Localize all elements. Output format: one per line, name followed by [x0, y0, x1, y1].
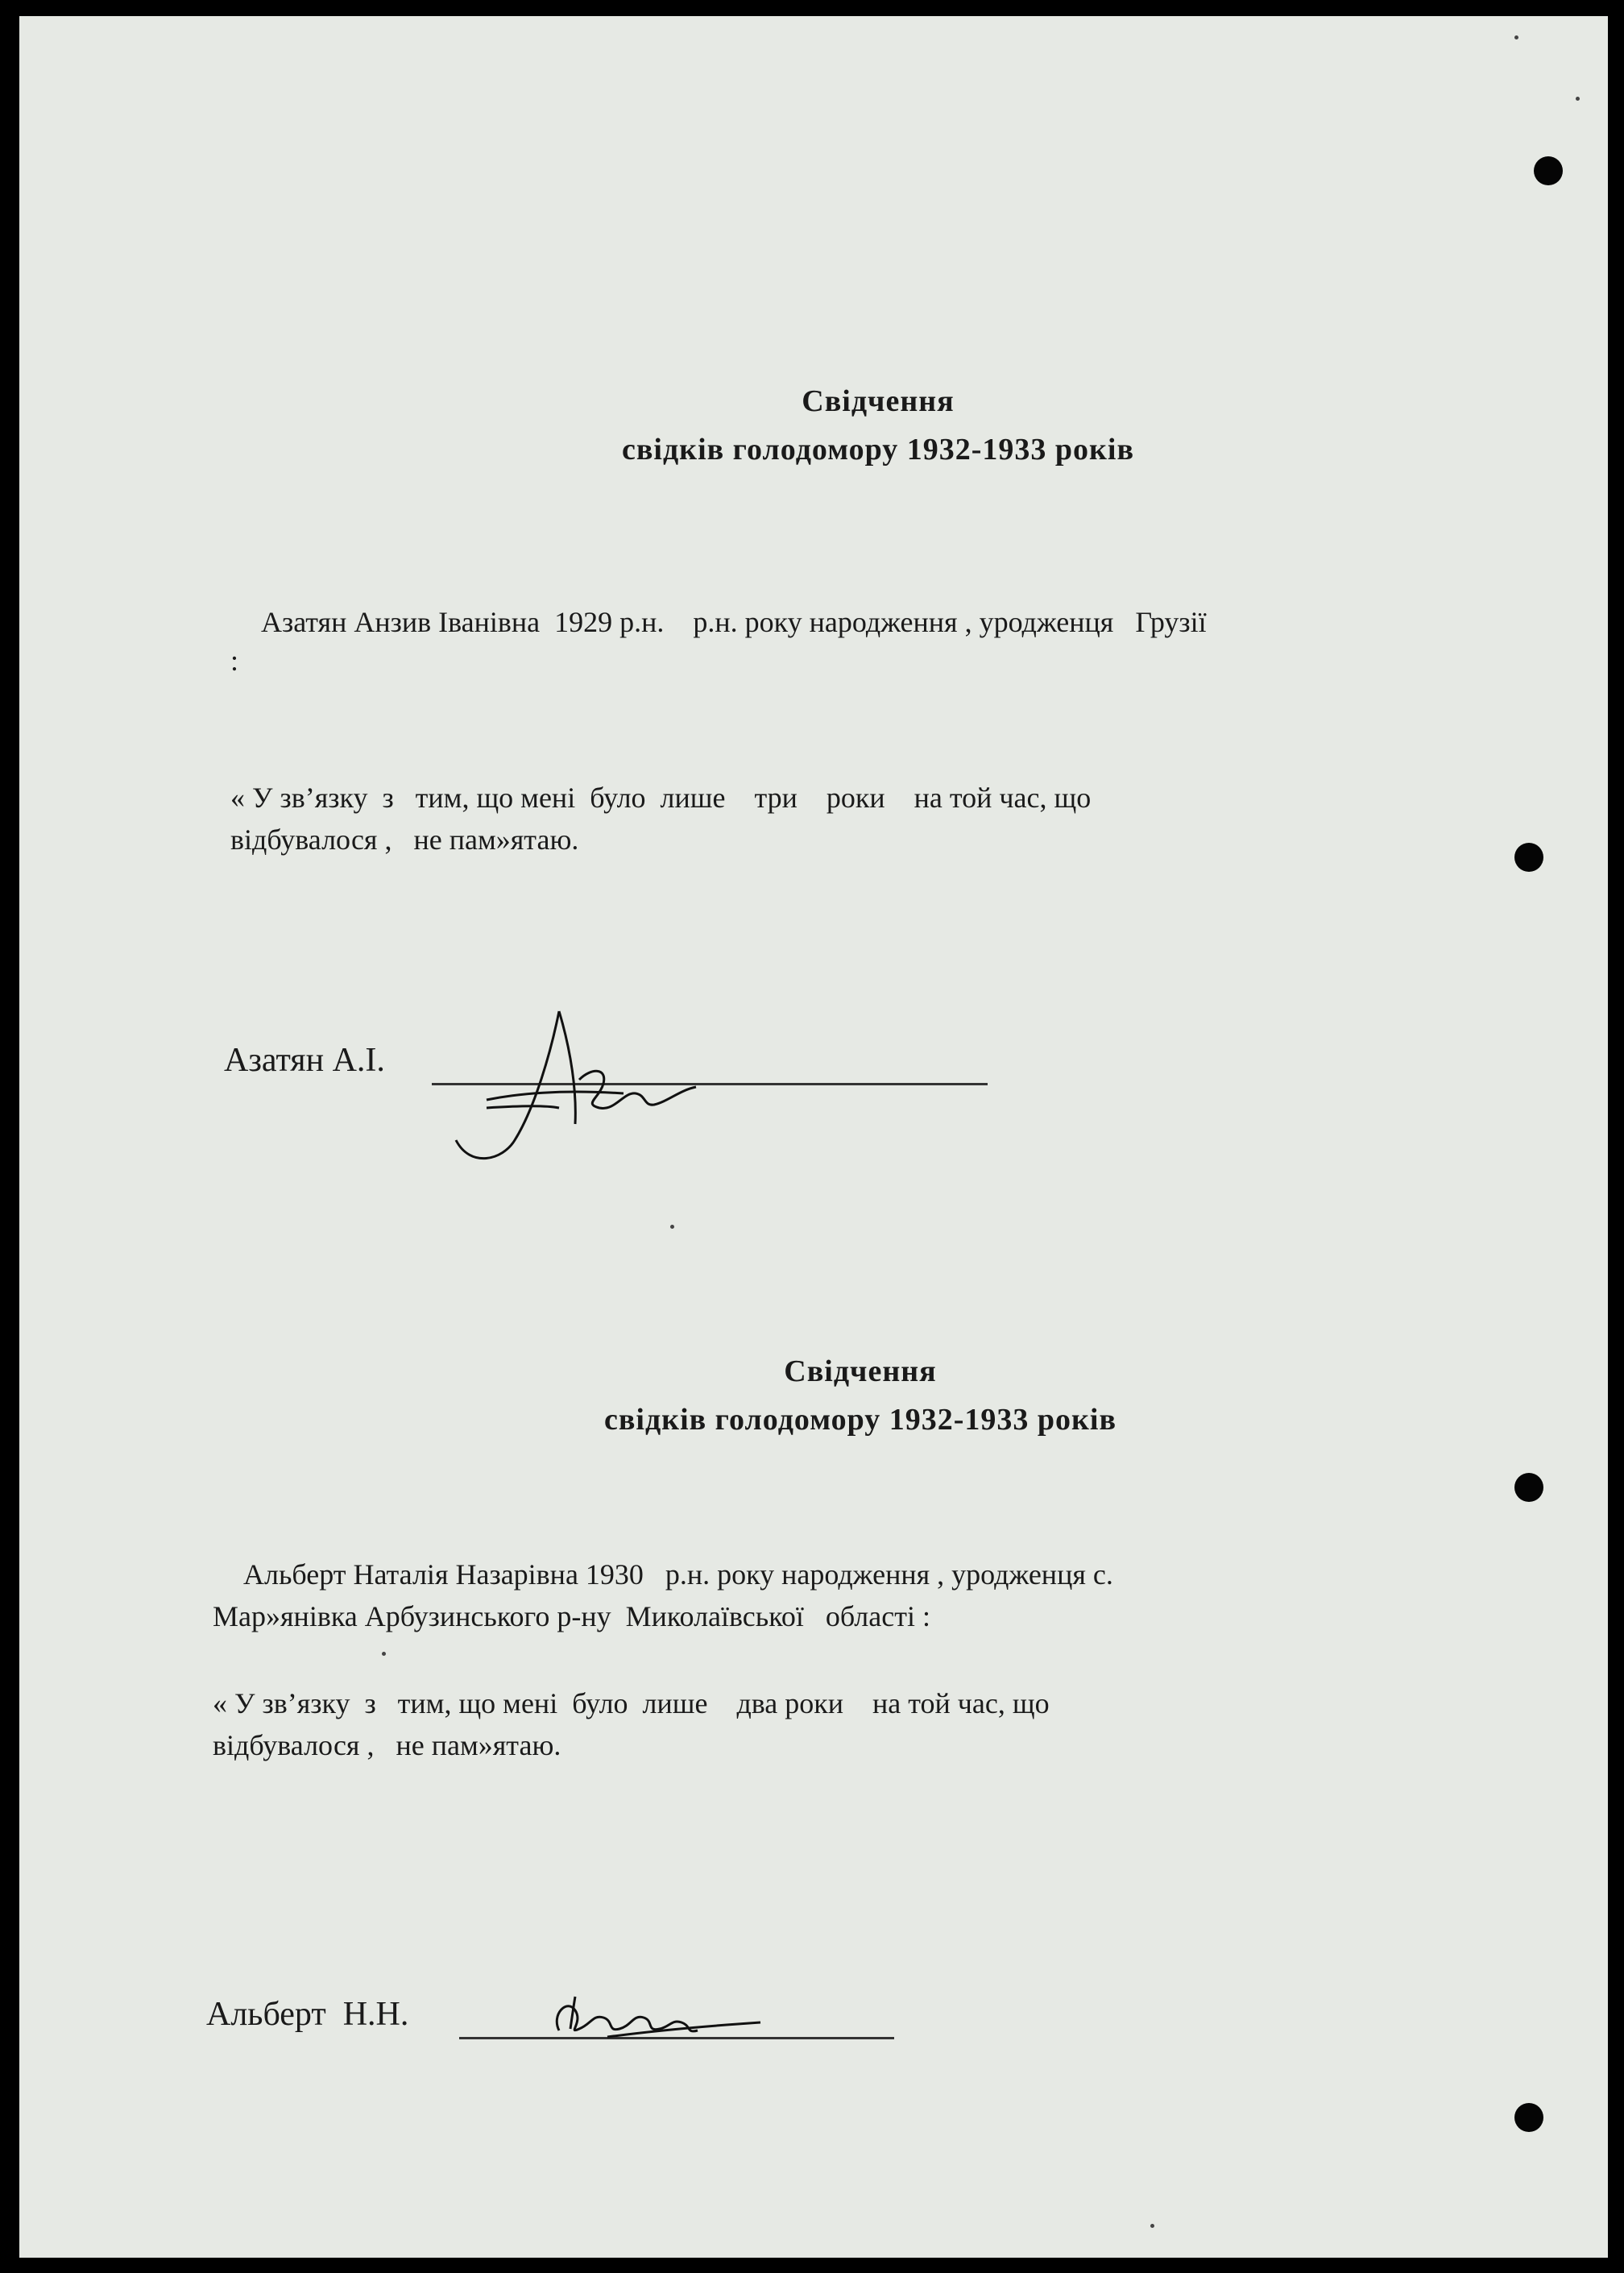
testimony-1-intro-line-1: Азатян Анзив Іванівна 1929 р.н. р.н. року народження , уродженця Грузії	[261, 606, 1207, 638]
scan-speck	[670, 1225, 674, 1229]
testimony-1-handwritten-signature	[438, 1003, 728, 1180]
document-page	[19, 16, 1608, 2258]
testimony-2-intro-line-2: Мар»янівка Арбузинського р-ну Миколаївської області :	[213, 1600, 930, 1632]
testimony-1-intro-line-2: :	[230, 645, 239, 677]
punch-hole	[1514, 843, 1543, 872]
testimony-1-title: Свідчення	[802, 384, 955, 418]
testimony-1-quote-line-2: відбувалося , не пам»ятаю.	[230, 823, 579, 856]
testimony-2-handwritten-signature	[543, 1990, 785, 2055]
testimony-1-subtitle: свідків голодомору 1932-1933 років	[622, 433, 1134, 467]
testimony-2-signature-name: Альберт Н.Н.	[206, 1996, 409, 2033]
testimony-2-quote-line-2: відбувалося , не пам»ятаю.	[213, 1729, 561, 1761]
punch-hole	[1514, 1473, 1543, 1502]
punch-hole	[1514, 2103, 1543, 2132]
scan-speck	[1576, 97, 1580, 101]
testimony-1-signature-name: Азатян А.І.	[224, 1042, 385, 1079]
testimony-1-quote-line-1: « У зв’язку з тим, що мені було лише три роки на той час, що	[230, 782, 1092, 814]
punch-hole	[1534, 156, 1563, 185]
testimony-2-subtitle: свідків голодомору 1932-1933 років	[604, 1403, 1116, 1437]
testimony-2-intro-line-1: Альберт Наталія Назарівна 1930 р.н. року народження , уродженця с.	[243, 1558, 1113, 1591]
testimony-2-title: Свідчення	[784, 1354, 937, 1388]
scan-speck	[382, 1652, 386, 1656]
scan-speck	[1150, 2224, 1154, 2228]
testimony-2-quote-line-1: « У зв’язку з тим, що мені було лише два роки на той час, що	[213, 1687, 1050, 1719]
scan-speck	[1514, 35, 1518, 39]
